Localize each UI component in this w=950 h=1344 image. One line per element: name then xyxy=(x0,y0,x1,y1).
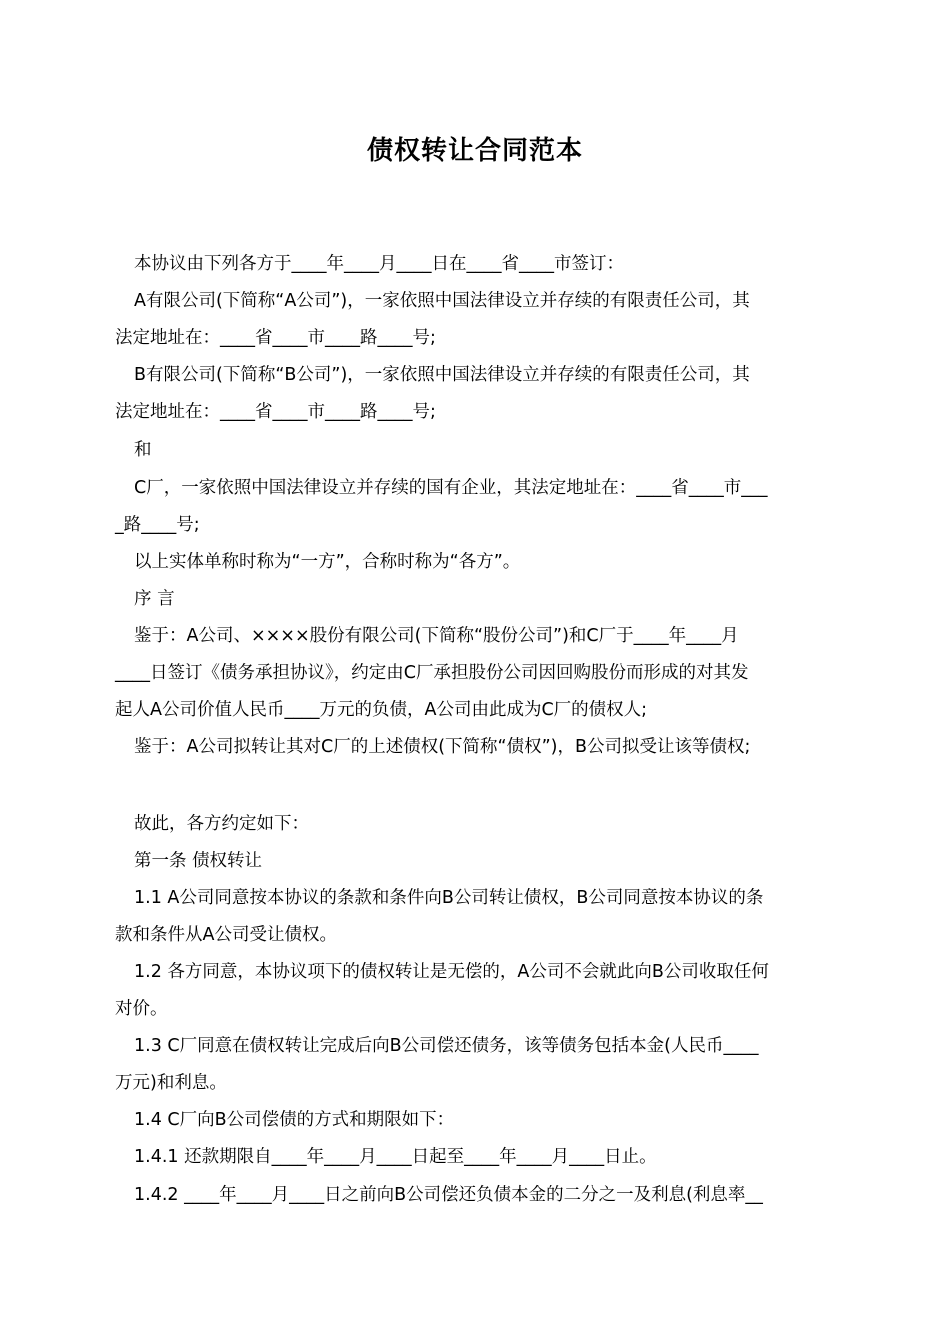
text-line: _路____号; xyxy=(115,515,200,535)
text-line: 万元)和利息。 xyxy=(115,1073,227,1093)
text-line: 1.1 A公司同意按本协议的条款和条件向B公司转让债权，B公司同意按本协议的条 xyxy=(134,888,764,908)
text-line: 1.2 各方同意，本协议项下的债权转让是无偿的，A公司不会就此向B公司收取任何 xyxy=(134,962,769,982)
text-line: 故此，各方约定如下： xyxy=(134,814,309,834)
text-line: 款和条件从A公司受让债权。 xyxy=(115,925,337,945)
text-line: 鉴于：A公司、××××股份有限公司(下简称“股份公司”)和C厂于____年____月 xyxy=(134,626,739,646)
text-line: 法定地址在：____省____市____路____号; xyxy=(115,328,436,348)
text-line: 1.3 C厂同意在债权转让完成后向B公司偿还债务，该等债务包括本金(人民币____ xyxy=(134,1036,759,1056)
text-line: 以上实体单称时称为“一方”，合称时称为“各方”。 xyxy=(134,552,521,572)
text-line: 1.4.1 还款期限自____年____月____日起至____年____月____日止。 xyxy=(134,1147,657,1167)
text-line: ____日签订《债务承担协议》，约定由C厂承担股份公司因回购股份而形成的对其发 xyxy=(115,663,749,683)
text-line: 对价。 xyxy=(115,999,168,1019)
text-line: 鉴于：A公司拟转让其对C厂的上述债权(下简称“债权”)，B公司拟受让该等债权; xyxy=(134,737,751,757)
text-line: C厂，一家依照中国法律设立并存续的国有企业，其法定地址在：____省____市___ xyxy=(134,478,768,498)
text-line: 法定地址在：____省____市____路____号; xyxy=(115,402,436,422)
text-line: 起人A公司价值人民币____万元的负债，A公司由此成为C厂的债权人; xyxy=(115,700,648,720)
text-line: 1.4 C厂向B公司偿债的方式和期限如下： xyxy=(134,1110,455,1130)
text-line: 1.4.2 ____年____月____日之前向B公司偿还负债本金的二分之一及利息(利息率__ xyxy=(134,1185,763,1205)
document-title: 债权转让合同范本 xyxy=(366,136,583,166)
text-line: B有限公司(下简称“B公司”)，一家依照中国法律设立并存续的有限责任公司，其 xyxy=(134,365,750,385)
text-line: 和 xyxy=(134,440,152,460)
article-heading: 第一条 债权转让 xyxy=(134,851,263,871)
text-line: 本协议由下列各方于____年____月____日在____省____市签订： xyxy=(134,254,624,274)
section-heading: 序 言 xyxy=(134,589,175,609)
text-line: A有限公司(下简称“A公司”)，一家依照中国法律设立并存续的有限责任公司，其 xyxy=(134,291,750,311)
